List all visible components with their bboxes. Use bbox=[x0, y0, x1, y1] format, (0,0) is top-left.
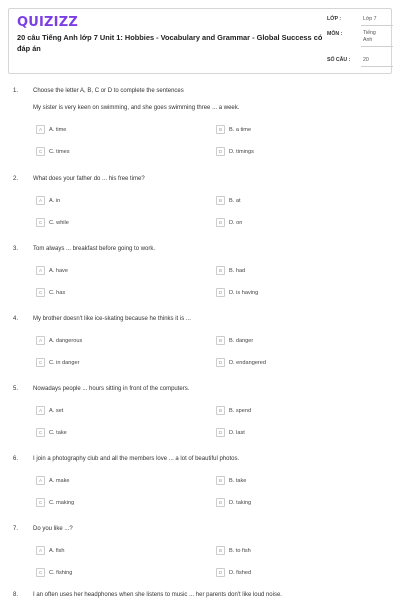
option-letter-box[interactable]: B bbox=[216, 196, 225, 205]
option-letter-box[interactable]: B bbox=[216, 266, 225, 275]
question-count-value: 20 bbox=[363, 57, 369, 63]
option-letter-box[interactable]: B bbox=[216, 546, 225, 555]
question-count-label: SỐ CÂU : bbox=[327, 57, 351, 63]
subject-value-line1: Tiếng bbox=[363, 30, 376, 36]
option-letter-box[interactable]: B bbox=[216, 406, 225, 415]
question-text: Do you like ...? bbox=[33, 526, 73, 532]
divider bbox=[361, 66, 393, 67]
question-sentence: My sister is very keen on swimming, and she goes swimming three ... a week. bbox=[33, 105, 240, 111]
option-text: D. last bbox=[229, 429, 245, 436]
option-text: A. in bbox=[49, 197, 61, 204]
option-text: B. danger bbox=[229, 337, 254, 344]
option-text: A. set bbox=[49, 407, 64, 414]
question-number: 2. bbox=[13, 176, 19, 182]
option-letter-box[interactable]: D bbox=[216, 147, 225, 156]
question-number: 8. bbox=[13, 592, 19, 598]
option-text: D. timings bbox=[229, 148, 254, 155]
option-text: B. to fish bbox=[229, 547, 251, 554]
option-text: C. while bbox=[49, 219, 69, 226]
option-text: C. take bbox=[49, 429, 67, 436]
option-letter-box[interactable]: A bbox=[36, 336, 45, 345]
option-a[interactable] bbox=[36, 196, 60, 205]
option-text: A. have bbox=[49, 267, 68, 274]
question-text: Nowadays people ... hours sitting in front of the computers. bbox=[33, 386, 190, 392]
option-text: D. is having bbox=[229, 289, 259, 296]
question-number: 5. bbox=[13, 386, 19, 392]
option-letter-box[interactable]: A bbox=[36, 125, 45, 134]
option-a[interactable] bbox=[36, 476, 70, 485]
question-text: My brother doesn't like ice-skating because he thinks it is ... bbox=[33, 316, 191, 322]
option-a[interactable] bbox=[36, 406, 63, 415]
option-text: A. fish bbox=[49, 547, 65, 554]
option-d[interactable] bbox=[216, 568, 251, 577]
option-letter-box[interactable]: B bbox=[216, 125, 225, 134]
question-number: 4. bbox=[13, 316, 19, 322]
option-letter-box[interactable]: D bbox=[216, 568, 225, 577]
option-text: B. take bbox=[229, 477, 247, 484]
option-b[interactable] bbox=[216, 406, 251, 415]
option-letter-box[interactable]: B bbox=[216, 336, 225, 345]
option-text: C. times bbox=[49, 148, 70, 155]
option-letter-box[interactable]: D bbox=[216, 218, 225, 227]
question-text: Tom always ... breakfast before going to work. bbox=[33, 246, 156, 252]
quizizz-logo: QUIZIZZ bbox=[17, 15, 78, 30]
question-number: 1. bbox=[13, 88, 19, 94]
option-text: D. fished bbox=[229, 569, 252, 576]
option-text: C. fishing bbox=[49, 569, 73, 576]
question-number: 7. bbox=[13, 526, 19, 532]
question-text: What does your father do ... his free time? bbox=[33, 176, 145, 182]
option-b[interactable] bbox=[216, 546, 251, 555]
divider bbox=[361, 25, 393, 26]
option-letter-box[interactable]: C bbox=[36, 218, 45, 227]
option-letter-box[interactable]: B bbox=[216, 476, 225, 485]
option-d[interactable] bbox=[216, 218, 242, 227]
option-text: D. endangered bbox=[229, 359, 267, 366]
subject-label: MÔN : bbox=[327, 31, 343, 37]
class-value: Lớp 7 bbox=[363, 16, 377, 22]
option-letter-box[interactable]: D bbox=[216, 498, 225, 507]
option-d[interactable] bbox=[216, 147, 254, 156]
option-letter-box[interactable]: A bbox=[36, 196, 45, 205]
option-text: A. make bbox=[49, 477, 70, 484]
option-c[interactable] bbox=[36, 218, 69, 227]
option-text: C. has bbox=[49, 289, 66, 296]
option-letter-box[interactable]: C bbox=[36, 498, 45, 507]
option-letter-box[interactable]: C bbox=[36, 288, 45, 297]
option-d[interactable] bbox=[216, 428, 245, 437]
option-letter-box[interactable]: C bbox=[36, 147, 45, 156]
option-letter-box[interactable]: A bbox=[36, 476, 45, 485]
option-letter-box[interactable]: A bbox=[36, 546, 45, 555]
question-text: Choose the letter A, B, C or D to complete the sentences bbox=[33, 88, 184, 94]
option-text: C. making bbox=[49, 499, 75, 506]
question-text: I an often uses her headphones when she listens to music ... her parents don't like loud noise. bbox=[33, 592, 282, 598]
option-c[interactable] bbox=[36, 568, 72, 577]
class-label: LỚP : bbox=[327, 16, 342, 22]
option-text: B. spend bbox=[229, 407, 252, 414]
question-number: 3. bbox=[13, 246, 19, 252]
question-text: I join a photography club and all the members love ... a lot of beautiful photos. bbox=[33, 456, 240, 462]
option-a[interactable] bbox=[36, 546, 65, 555]
option-c[interactable] bbox=[36, 147, 70, 156]
option-letter-box[interactable]: A bbox=[36, 266, 45, 275]
option-text: D. on bbox=[229, 219, 243, 226]
option-b[interactable] bbox=[216, 266, 245, 275]
option-letter-box[interactable]: C bbox=[36, 428, 45, 437]
option-b[interactable] bbox=[216, 476, 246, 485]
option-a[interactable] bbox=[36, 336, 82, 345]
option-c[interactable] bbox=[36, 288, 65, 297]
worksheet-header bbox=[8, 8, 392, 74]
option-d[interactable] bbox=[216, 498, 251, 507]
question-number: 6. bbox=[13, 456, 19, 462]
worksheet-title: 20 câu Tiếng Anh lớp 7 Unit 1: Hobbies - Vocabulary and Grammar - Global Success có đáp án bbox=[17, 33, 323, 53]
option-text: C. in danger bbox=[49, 359, 80, 366]
subject-value-line2: Anh bbox=[363, 37, 373, 43]
option-letter-box[interactable]: D bbox=[216, 288, 225, 297]
option-text: B. a time bbox=[229, 126, 252, 133]
option-text: A. time bbox=[49, 126, 67, 133]
option-a[interactable] bbox=[36, 125, 66, 134]
option-c[interactable] bbox=[36, 498, 74, 507]
divider bbox=[361, 46, 393, 47]
option-letter-box[interactable]: D bbox=[216, 428, 225, 437]
option-text: B. at bbox=[229, 197, 241, 204]
option-text: D. taking bbox=[229, 499, 252, 506]
option-letter-box[interactable]: C bbox=[36, 358, 45, 367]
option-d[interactable] bbox=[216, 288, 258, 297]
option-letter-box[interactable]: A bbox=[36, 406, 45, 415]
option-letter-box[interactable]: D bbox=[216, 358, 225, 367]
option-letter-box[interactable]: C bbox=[36, 568, 45, 577]
option-a[interactable] bbox=[36, 266, 68, 275]
option-c[interactable] bbox=[36, 358, 79, 367]
option-b[interactable] bbox=[216, 336, 253, 345]
option-c[interactable] bbox=[36, 428, 67, 437]
option-d[interactable] bbox=[216, 358, 266, 367]
option-b[interactable] bbox=[216, 125, 251, 134]
option-b[interactable] bbox=[216, 196, 241, 205]
option-text: A. dangerous bbox=[49, 337, 83, 344]
option-text: B. had bbox=[229, 267, 246, 274]
